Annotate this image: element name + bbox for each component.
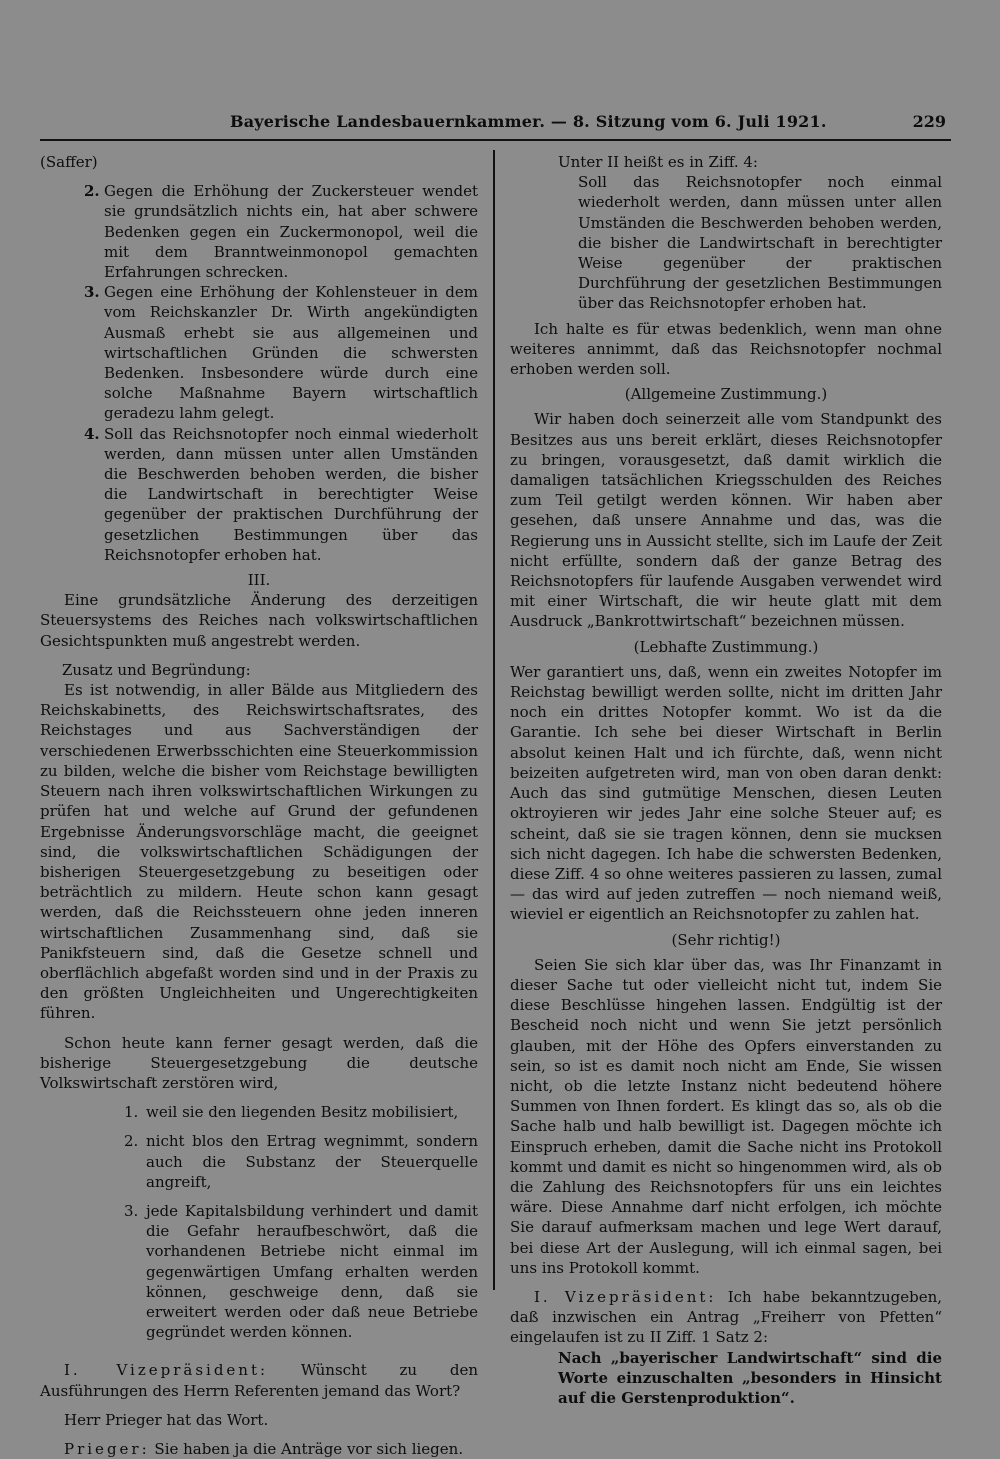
reason-text: weil sie den liegenden Besitz mobilisiert, <box>146 1103 459 1122</box>
left-column <box>40 152 478 1459</box>
reaction: (Lebhafte Zustimmung.) <box>633 637 819 656</box>
reason-number: 3. <box>124 1201 139 1220</box>
paragraph: Ich halte es für etwas bedenklich, wenn man ohne weiteres annimmt, daß das Reichsnotopfer nochmal erhoben werden soll. <box>510 319 942 379</box>
prieger-line: Herr Prieger hat das Wort. <box>64 1410 269 1429</box>
reason-number: 1. <box>124 1103 139 1122</box>
speaker-note: (Saffer) <box>40 153 98 171</box>
reason-text: jede Kapitalsbildung verhindert und damit die Gefahr heraufbeschwört, daß die vorhandenen Betriebe nicht einmal im gegenwärtigen Umfang erhalten werden können, geschweige denn, daß sie erweitert werden oder daß neue Betriebe gegründet werden können. <box>146 1201 478 1342</box>
schon-paragraph: Schon heute kann ferner gesagt werden, daß die bisherige Steuergesetzgebung die deutsche Volkswirtschaft zerstören wird, <box>40 1033 478 1092</box>
running-header <box>40 112 950 136</box>
column-divider <box>493 150 495 1290</box>
vizepraesident-label: I. Vizepräsident: <box>64 1361 269 1380</box>
reason-item <box>40 1131 478 1192</box>
intro-line: Unter II heißt es in Ziff. 4: <box>558 153 758 171</box>
header-title: Bayerische Landesbauernkammer. — 8. Sitzung vom 6. Juli 1921. <box>230 112 827 131</box>
prieger-text: Sie haben ja die Anträge vor sich liegen. <box>154 1439 464 1458</box>
zusatz-heading: Zusatz und Begründung: <box>62 660 251 679</box>
reason-item <box>40 1102 478 1122</box>
item-number: 3. <box>84 283 100 302</box>
page-number: 229 <box>912 112 946 131</box>
reaction: (Allgemeine Zustimmung.) <box>624 385 828 404</box>
prieger-label: Prieger: <box>64 1439 150 1458</box>
item-text: Gegen eine Erhöhung der Kohlensteuer in dem vom Reichskanzler Dr. Wirth angekündigten Ausmaß erhebt sie aus allgemeinen und wirtschaftlichen Gründen die schwersten Bedenken. Insbesondere würde durch eine solche Maßnahme Bayern wirtschaftlich geradezu lahm gelegt. <box>104 283 478 423</box>
reason-number: 2. <box>124 1132 139 1151</box>
vizepraesident-paragraph <box>510 1287 942 1348</box>
reason-item <box>40 1201 478 1342</box>
section-text: Eine grundsätzliche Änderung des derzeitigen Steuersystems des Reiches nach volkswirtschaftlichen Gesichtspunkten muß angestrebt werden. <box>40 591 478 650</box>
item-number: 2. <box>84 182 100 201</box>
vizepraesident-paragraph <box>40 1360 478 1400</box>
item-text: Gegen die Erhöhung der Zuckersteuer wendet sie grundsätzlich nichts ein, hat aber schwere Bedenken gegen ein Zuckermonopol, weil die mit dem Branntweinmonopol gemachten Erfahrungen schrecken. <box>104 182 478 282</box>
section-heading: III. <box>247 571 271 590</box>
list-item <box>40 282 478 423</box>
motion-text: Nach „bayerischer Landwirtschaft“ sind die Worte einzuschalten „besonders in Hinsicht auf die Gerstenproduktion“. <box>558 1348 942 1407</box>
vizepraesident-text: Ich habe bekanntzugeben, daß inzwischen ein Antrag „Freiherr von Pfetten“ eingelaufen ist zu II Ziff. 1 Satz 2: <box>510 1287 942 1347</box>
right-column <box>510 152 942 1408</box>
prieger-paragraph <box>40 1439 478 1459</box>
list-item <box>40 181 478 282</box>
paragraph: Wir haben doch seinerzeit alle vom Standpunkt des Besitzes aus uns bereit erklärt, dieses Reichsnotopfer zu bringen, vorausgesetzt, daß damit wirklich die damaligen tatsächlichen Kriegsschulden des Reiches zum Teil getilgt werden können. Wir haben aber gesehen, daß unsere Annahme und das, was die Regierung uns in Aussicht stellte, sich im Laufe der Zeit nicht erfüllte, sondern daß der ganze Betrag des Reichsnotopfers für laufende Ausgaben verwendet wird mit einer Wirtschaft, die wir heute glatt mit dem Ausdruck „Bankrottwirtschaft“ bezeichnen müssen. <box>510 410 942 631</box>
vizepraesident-label: I. Vizepräsident: <box>534 1287 717 1306</box>
list-item <box>40 424 478 565</box>
item-number: 4. <box>84 424 100 443</box>
item-text: Soll das Reichsnotopfer noch einmal wiederholt werden, dann müssen unter allen Umständen die Beschwerden behoben werden, die bisher die Landwirtschaft in berechtigter Weise gegenüber der praktischen Durchführung der gesetzlichen Bestimmungen über das Reichsnotopfer erhoben hat. <box>104 424 478 564</box>
vizepraesident-text: Wünscht zu den Ausführungen des Herrn Referenten jemand das Wort? <box>40 1361 478 1400</box>
header-rule <box>40 139 951 141</box>
reaction: (Sehr richtig!) <box>671 930 781 949</box>
reason-text: nicht blos den Ertrag wegnimmt, sondern auch die Substanz der Steuerquelle angreift, <box>146 1132 478 1191</box>
quoted-provision: Soll das Reichsnotopfer noch einmal wiederholt werden, dann müssen unter allen Umständen die Beschwerden behoben werden, die bisher die Landwirtschaft in berechtigter Weise gegenüber der praktischen Durchführung der gesetzlichen Bestimmungen über das Reichsnotopfer erhoben hat. <box>578 173 942 313</box>
zusatz-text: Es ist notwendig, in aller Bälde aus Mitgliedern des Reichskabinetts, des Reichswirtschaftsrates, des Reichstages und aus Sachverständigen der verschiedenen Erwerbsschichten eine Steuerkommission zu bilden, welche die bisher vom Reichstage bewilligten Steuern nach ihren volkswirtschaftlichen Wirkungen zu prüfen hat und welche auf Grund der gefundenen Ergebnisse Änderungsvorschläge macht, die geeignet sind, die volkswirtschaftlichen Schädigungen der bisherigen Steuergesetzgebung zu beseitigen oder beträchtlich zu mildern. Heute schon kann gesagt werden, daß die Reichssteuern ohne jeden inneren wirtschaftlichen Zusammenhang sind, daß sie Panikfsteuern sind, daß die Gesetze schnell und oberflächlich abgefaßt worden sind und in der Praxis zu den größten Ungleichheiten und Ungerechtigkeiten führen. <box>40 681 478 1023</box>
paragraph: Wer garantiert uns, daß, wenn ein zweites Notopfer im Reichstag bewilligt werden sollte, nicht im dritten Jahr noch ein drittes Notopfer kommt. Wo ist da die Garantie. Ich sehe bei dieser Wirtschaft in Berlin absolut keinen Halt und ich fürchte, daß, wenn nicht beizeiten aufgetreten wird, man von oben daran denkt: Auch das sind gutmütige Menschen, diesen Leuten oktroyieren wir jedes Jahr eine solche Steuer auf; es scheint, daß sie sie tragen können, denn sie mucksen sich nicht dagegen. Ich habe die schwersten Bedenken, diese Ziff. 4 so ohne weiteres passieren zu lassen, zumal — das wird auf jeden zutreffen — noch niemand weiß, wieviel er eigentlich an Reichsnotopfer zu zahlen hat. <box>510 662 942 924</box>
paragraph: Seien Sie sich klar über das, was Ihr Finanzamt in dieser Sache tut oder vielleicht nicht tut, indem Sie diese Beschlüsse hingehen lassen. Endgültig ist der Bescheid noch nicht und wenn Sie jetzt persönlich glauben, mit der Höhe des Opfers einverstanden zu sein, so ist es damit noch nicht am Ende, Sie wissen nicht, ob die letzte Instanz nicht bedeutend höhere Summen von Ihnen fordert. Es klingt das so, als ob die Sache halb und halb bewilligt ist. Dagegen möchte ich Einspruch erheben, damit die Sache nicht ins Protokoll kommt und damit es nicht so hingenommen wird, als ob die Zahlung des Reichsnotopfers für uns ein leichtes wäre. Diese Annahme darf nicht erfolgen, ich möchte Sie darauf aufmerksam machen und lege Wert darauf, bei diese Art der Auslegung, will ich einmal sagen, bei uns ins Protokoll kommt. <box>510 955 942 1277</box>
